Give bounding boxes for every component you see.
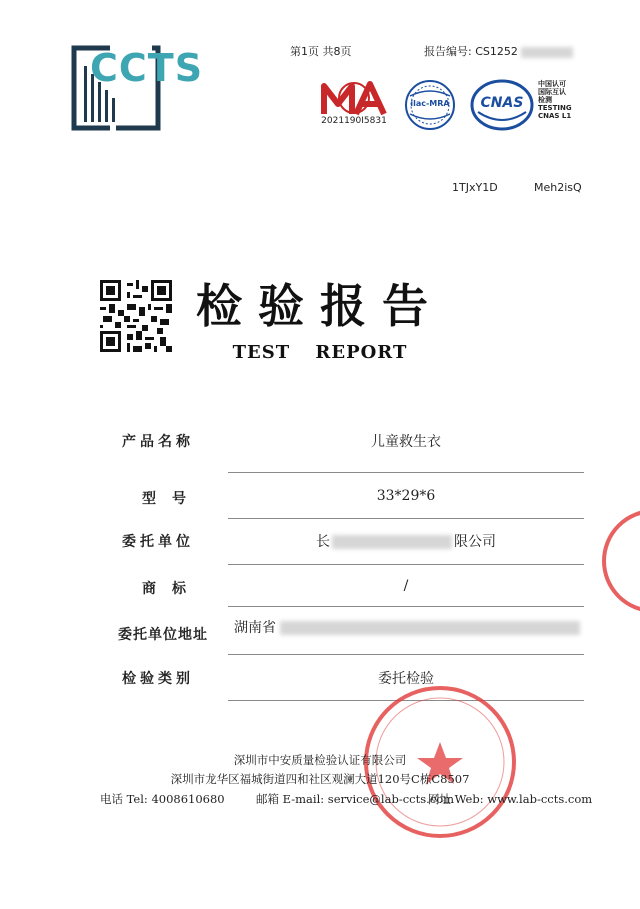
redacted-block bbox=[521, 47, 573, 58]
cnas-side-text: 中国认可 国际互认 检测 TESTING CNAS L1 bbox=[538, 80, 572, 120]
field-rule bbox=[228, 654, 584, 655]
field-label-model: 型号 bbox=[142, 491, 202, 507]
report-number-value: CS1252 bbox=[475, 45, 518, 58]
field-value-product-name: 儿童救生衣 bbox=[371, 434, 441, 450]
ilac-mark bbox=[400, 78, 460, 132]
field-value-client: 长 限公司 bbox=[316, 534, 496, 550]
verification-code-1: 1TJxY1D bbox=[452, 181, 498, 194]
redacted-block bbox=[332, 535, 452, 549]
report-subtitle: TEST REPORT bbox=[232, 342, 408, 363]
ilac-text: ilac-MRA bbox=[410, 99, 450, 108]
footer-phone: 电话 Tel: 4008610680 bbox=[100, 792, 225, 806]
field-rule bbox=[228, 606, 584, 607]
field-value-model: 33*29*6 bbox=[376, 488, 436, 504]
field-rule bbox=[228, 472, 584, 473]
cma-number: 2021190I5831 bbox=[321, 116, 387, 126]
report-number-label: 报告编号: bbox=[424, 45, 472, 58]
report-number bbox=[424, 43, 573, 59]
field-value-trademark: / bbox=[403, 578, 409, 594]
field-label-trademark: 商标 bbox=[142, 581, 202, 597]
redacted-block bbox=[280, 621, 580, 635]
cma-mark bbox=[318, 80, 390, 128]
field-label-product-name: 产品名称 bbox=[122, 434, 194, 450]
cnas-mark bbox=[470, 78, 534, 132]
field-label-client-address: 委托单位地址 bbox=[118, 627, 208, 643]
cnas-text: CNAS bbox=[480, 95, 524, 111]
footer-website[interactable]: 网址 Web: www.lab-ccts.com bbox=[428, 792, 593, 806]
field-value-client-address: 湖南省 bbox=[234, 617, 580, 637]
logo-wordmark: CCTS bbox=[90, 46, 204, 90]
company-logo bbox=[70, 44, 210, 132]
verification-code-2: Meh2isQ bbox=[534, 181, 582, 194]
field-value-inspection-type: 委托检验 bbox=[378, 671, 434, 687]
report-title: 检验报告 bbox=[196, 279, 444, 333]
footer-address: 深圳市龙华区福城街道四和社区观澜大道120号C栋C8507 bbox=[170, 772, 470, 786]
footer-company: 深圳市中安质量检验认证有限公司 bbox=[233, 753, 407, 767]
partial-seal bbox=[600, 506, 640, 616]
footer-email[interactable]: 邮箱 E-mail: service@lab-ccts.com bbox=[256, 792, 455, 806]
field-label-client: 委托单位 bbox=[122, 534, 194, 550]
page-info: 第1页 共8页 bbox=[290, 45, 352, 58]
field-rule bbox=[228, 518, 584, 519]
field-rule bbox=[228, 564, 584, 565]
field-label-inspection-type: 检验类别 bbox=[122, 671, 194, 687]
